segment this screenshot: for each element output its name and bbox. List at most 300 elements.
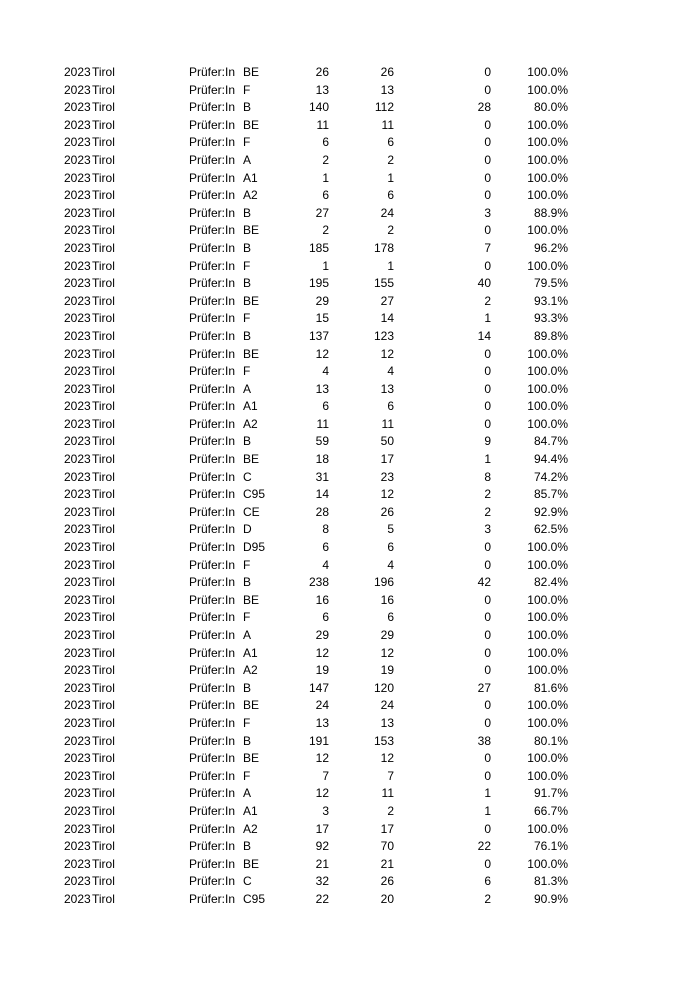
year-cell: 2023 [64,223,91,238]
passed-cell: 120 [373,680,394,695]
class-cell: A1 [243,170,258,185]
passed-cell: 26 [380,874,394,889]
passed-cell: 5 [387,522,394,537]
class-cell: C [243,469,252,484]
total-cell: 191 [308,733,329,748]
region-cell: Tirol [92,645,115,660]
class-cell: B [243,328,252,343]
year-cell: 2023 [64,452,91,467]
failed-cell: 9 [484,434,491,449]
total-cell: 92 [315,839,329,854]
table-row [0,346,700,364]
region-cell: Tirol [92,82,115,97]
total-cell: 14 [315,487,329,502]
class-cell: BE [243,117,260,132]
passed-cell: 16 [380,592,394,607]
role-cell: Prüfer:In [189,856,236,871]
failed-cell: 0 [484,170,491,185]
rate-cell: 100.0% [527,751,568,766]
failed-cell: 2 [484,504,491,519]
role-cell: Prüfer:In [189,399,236,414]
failed-cell: 0 [484,188,491,203]
table-row [0,539,700,557]
table-row [0,381,700,399]
failed-cell: 0 [484,258,491,273]
rate-cell: 91.7% [533,786,568,801]
rate-cell: 100.0% [527,399,568,414]
failed-cell: 6 [484,874,491,889]
class-cell: F [243,82,251,97]
table-row [0,856,700,874]
table-row [0,205,700,223]
failed-cell: 8 [484,469,491,484]
class-cell: CE [243,504,260,519]
rate-cell: 100.0% [527,152,568,167]
failed-cell: 0 [484,346,491,361]
rate-cell: 81.6% [533,680,568,695]
rate-cell: 100.0% [527,135,568,150]
region-cell: Tirol [92,452,115,467]
failed-cell: 22 [477,839,491,854]
region-cell: Tirol [92,170,115,185]
class-cell: B [243,276,252,291]
region-cell: Tirol [92,100,115,115]
region-cell: Tirol [92,223,115,238]
rate-cell: 100.0% [527,540,568,555]
table-row [0,363,700,381]
total-cell: 4 [322,364,329,379]
rate-cell: 90.9% [533,891,568,906]
rate-cell: 100.0% [527,258,568,273]
passed-cell: 26 [380,65,394,79]
passed-cell: 23 [380,469,394,484]
total-cell: 140 [308,100,329,115]
year-cell: 2023 [64,117,91,132]
rate-cell: 100.0% [527,592,568,607]
passed-cell: 6 [387,610,394,625]
total-cell: 26 [315,65,329,79]
class-cell: BE [243,65,260,79]
passed-cell: 20 [380,891,394,906]
passed-cell: 24 [380,205,394,220]
rate-cell: 88.9% [533,205,568,220]
role-cell: Prüfer:In [189,364,236,379]
failed-cell: 0 [484,152,491,167]
region-cell: Tirol [92,715,115,730]
class-cell: A [243,786,252,801]
rate-cell: 84.7% [533,434,568,449]
year-cell: 2023 [64,821,91,836]
region-cell: Tirol [92,469,115,484]
failed-cell: 0 [484,117,491,132]
year-cell: 2023 [64,874,91,889]
region-cell: Tirol [92,346,115,361]
region-cell: Tirol [92,680,115,695]
total-cell: 16 [315,592,329,607]
failed-cell: 27 [477,680,491,695]
region-cell: Tirol [92,188,115,203]
year-cell: 2023 [64,293,91,308]
passed-cell: 12 [380,645,394,660]
total-cell: 13 [315,381,329,396]
region-cell: Tirol [92,751,115,766]
table-row [0,258,700,276]
rate-cell: 100.0% [527,117,568,132]
passed-cell: 12 [380,751,394,766]
region-cell: Tirol [92,258,115,273]
role-cell: Prüfer:In [189,487,236,502]
year-cell: 2023 [64,240,91,255]
total-cell: 137 [308,328,329,343]
passed-cell: 6 [387,540,394,555]
region-cell: Tirol [92,786,115,801]
table-row [0,433,700,451]
total-cell: 12 [315,786,329,801]
failed-cell: 0 [484,751,491,766]
region-cell: Tirol [92,381,115,396]
total-cell: 22 [315,891,329,906]
rate-cell: 94.4% [533,452,568,467]
role-cell: Prüfer:In [189,258,236,273]
table-row [0,750,700,768]
role-cell: Prüfer:In [189,293,236,308]
total-cell: 6 [322,135,329,150]
class-cell: A1 [243,803,258,818]
passed-cell: 6 [387,135,394,150]
failed-cell: 1 [484,311,491,326]
rate-cell: 62.5% [533,522,568,537]
region-cell: Tirol [92,135,115,150]
failed-cell: 7 [484,240,491,255]
passed-cell: 13 [380,715,394,730]
region-cell: Tirol [92,152,115,167]
table-row [0,680,700,698]
table-row [0,451,700,469]
class-cell: BE [243,592,260,607]
passed-cell: 27 [380,293,394,308]
rate-cell: 66.7% [533,803,568,818]
region-cell: Tirol [92,610,115,625]
failed-cell: 0 [484,135,491,150]
total-cell: 185 [308,240,329,255]
total-cell: 6 [322,610,329,625]
role-cell: Prüfer:In [189,557,236,572]
year-cell: 2023 [64,839,91,854]
rate-cell: 100.0% [527,188,568,203]
year-cell: 2023 [64,504,91,519]
failed-cell: 0 [484,610,491,625]
table-row [0,275,700,293]
role-cell: Prüfer:In [189,715,236,730]
rate-cell: 74.2% [533,469,568,484]
region-cell: Tirol [92,487,115,502]
total-cell: 27 [315,205,329,220]
rate-cell: 79.5% [533,276,568,291]
passed-cell: 17 [380,452,394,467]
passed-cell: 4 [387,364,394,379]
role-cell: Prüfer:In [189,152,236,167]
role-cell: Prüfer:In [189,205,236,220]
total-cell: 195 [308,276,329,291]
failed-cell: 0 [484,416,491,431]
total-cell: 1 [322,170,329,185]
table-row [0,416,700,434]
role-cell: Prüfer:In [189,698,236,713]
passed-cell: 11 [381,786,394,801]
region-cell: Tirol [92,575,115,590]
passed-cell: 12 [380,487,394,502]
year-cell: 2023 [64,487,91,502]
region-cell: Tirol [92,117,115,132]
region-cell: Tirol [92,276,115,291]
rate-cell: 100.0% [527,346,568,361]
class-cell: A [243,381,252,396]
total-cell: 12 [315,346,329,361]
class-cell: F [243,364,251,379]
passed-cell: 17 [380,821,394,836]
rate-cell: 100.0% [527,557,568,572]
role-cell: Prüfer:In [189,311,236,326]
class-cell: D [243,522,252,537]
rate-cell: 92.9% [533,504,568,519]
failed-cell: 42 [477,575,491,590]
failed-cell: 3 [484,205,491,220]
total-cell: 29 [315,628,329,642]
total-cell: 17 [315,821,329,836]
region-cell: Tirol [92,416,115,431]
total-cell: 31 [315,469,329,484]
class-cell: BE [243,293,260,308]
class-cell: B [243,240,252,255]
year-cell: 2023 [64,628,91,642]
passed-cell: 14 [380,311,394,326]
data-table [0,64,700,909]
table-row [0,733,700,751]
table-row [0,99,700,117]
year-cell: 2023 [64,733,91,748]
year-cell: 2023 [64,188,91,203]
total-cell: 6 [322,188,329,203]
failed-cell: 0 [484,399,491,414]
region-cell: Tirol [92,698,115,713]
passed-cell: 2 [387,803,394,818]
passed-cell: 6 [387,399,394,414]
region-cell: Tirol [92,293,115,308]
rate-cell: 82.4% [533,575,568,590]
table-row [0,64,700,82]
region-cell: Tirol [92,311,115,326]
total-cell: 4 [322,557,329,572]
table-row [0,152,700,170]
rate-cell: 100.0% [527,381,568,396]
year-cell: 2023 [64,434,91,449]
failed-cell: 0 [484,663,491,678]
table-row [0,574,700,592]
year-cell: 2023 [64,540,91,555]
class-cell: C [243,874,252,889]
table-row [0,469,700,487]
total-cell: 21 [315,856,329,871]
failed-cell: 1 [484,786,491,801]
region-cell: Tirol [92,856,115,871]
role-cell: Prüfer:In [189,540,236,555]
total-cell: 19 [315,663,329,678]
table-row [0,521,700,539]
rate-cell: 100.0% [527,610,568,625]
region-cell: Tirol [92,628,115,642]
total-cell: 2 [322,223,329,238]
total-cell: 238 [308,575,329,590]
year-cell: 2023 [64,100,91,115]
year-cell: 2023 [64,575,91,590]
rate-cell: 100.0% [527,698,568,713]
year-cell: 2023 [64,276,91,291]
table-row [0,82,700,100]
passed-cell: 4 [387,557,394,572]
role-cell: Prüfer:In [189,346,236,361]
class-cell: A1 [243,645,258,660]
role-cell: Prüfer:In [189,65,236,79]
class-cell: BE [243,751,260,766]
class-cell: A2 [243,663,258,678]
region-cell: Tirol [92,874,115,889]
year-cell: 2023 [64,645,91,660]
table-row [0,486,700,504]
class-cell: A [243,152,252,167]
table-row [0,768,700,786]
passed-cell: 178 [373,240,394,255]
table-row [0,697,700,715]
class-cell: BE [243,698,260,713]
region-cell: Tirol [92,328,115,343]
class-cell: B [243,839,252,854]
passed-cell: 153 [373,733,394,748]
region-cell: Tirol [92,205,115,220]
class-cell: F [243,610,251,625]
rate-cell: 100.0% [527,364,568,379]
table-row [0,134,700,152]
table-row [0,627,700,645]
passed-cell: 13 [380,381,394,396]
role-cell: Prüfer:In [189,117,236,132]
table-row [0,504,700,522]
table-row [0,187,700,205]
role-cell: Prüfer:In [189,610,236,625]
table-row [0,785,700,803]
total-cell: 13 [315,715,329,730]
rate-cell: 100.0% [527,715,568,730]
class-cell: C95 [243,487,266,502]
year-cell: 2023 [64,469,91,484]
failed-cell: 0 [484,856,491,871]
total-cell: 3 [322,803,329,818]
failed-cell: 2 [484,487,491,502]
passed-cell: 2 [387,152,394,167]
rate-cell: 80.1% [533,733,568,748]
class-cell: F [243,258,251,273]
year-cell: 2023 [64,82,91,97]
role-cell: Prüfer:In [189,733,236,748]
failed-cell: 0 [484,557,491,572]
passed-cell: 70 [380,839,394,854]
table-row [0,609,700,627]
rate-cell: 100.0% [527,416,568,431]
region-cell: Tirol [92,839,115,854]
total-cell: 6 [322,399,329,414]
failed-cell: 0 [484,768,491,783]
passed-cell: 12 [380,346,394,361]
year-cell: 2023 [64,311,91,326]
failed-cell: 0 [484,540,491,555]
role-cell: Prüfer:In [189,768,236,783]
role-cell: Prüfer:In [189,416,236,431]
table-row [0,645,700,663]
class-cell: B [243,205,252,220]
passed-cell: 21 [380,856,394,871]
year-cell: 2023 [64,328,91,343]
rate-cell: 89.8% [533,328,568,343]
role-cell: Prüfer:In [189,504,236,519]
class-cell: BE [243,346,260,361]
failed-cell: 0 [484,698,491,713]
year-cell: 2023 [64,856,91,871]
rate-cell: 93.1% [533,293,568,308]
region-cell: Tirol [92,522,115,537]
role-cell: Prüfer:In [189,891,236,906]
rate-cell: 80.0% [533,100,568,115]
role-cell: Prüfer:In [189,628,236,642]
passed-cell: 155 [373,276,394,291]
region-cell: Tirol [92,399,115,414]
rate-cell: 76.1% [533,839,568,854]
total-cell: 15 [315,311,329,326]
total-cell: 8 [322,522,329,537]
year-cell: 2023 [64,786,91,801]
role-cell: Prüfer:In [189,645,236,660]
role-cell: Prüfer:In [189,821,236,836]
total-cell: 24 [315,698,329,713]
year-cell: 2023 [64,399,91,414]
rate-cell: 100.0% [527,223,568,238]
year-cell: 2023 [64,381,91,396]
year-cell: 2023 [64,768,91,783]
table-row [0,662,700,680]
passed-cell: 26 [380,504,394,519]
table-row [0,170,700,188]
failed-cell: 0 [484,628,491,642]
total-cell: 11 [316,416,329,431]
role-cell: Prüfer:In [189,100,236,115]
role-cell: Prüfer:In [189,223,236,238]
failed-cell: 28 [477,100,491,115]
class-cell: BE [243,223,260,238]
failed-cell: 0 [484,592,491,607]
role-cell: Prüfer:In [189,240,236,255]
rate-cell: 100.0% [527,170,568,185]
failed-cell: 14 [477,328,491,343]
passed-cell: 50 [380,434,394,449]
table-row [0,117,700,135]
class-cell: F [243,557,251,572]
table-row [0,873,700,891]
total-cell: 7 [322,768,329,783]
year-cell: 2023 [64,751,91,766]
role-cell: Prüfer:In [189,522,236,537]
region-cell: Tirol [92,821,115,836]
region-cell: Tirol [92,803,115,818]
year-cell: 2023 [64,680,91,695]
year-cell: 2023 [64,715,91,730]
